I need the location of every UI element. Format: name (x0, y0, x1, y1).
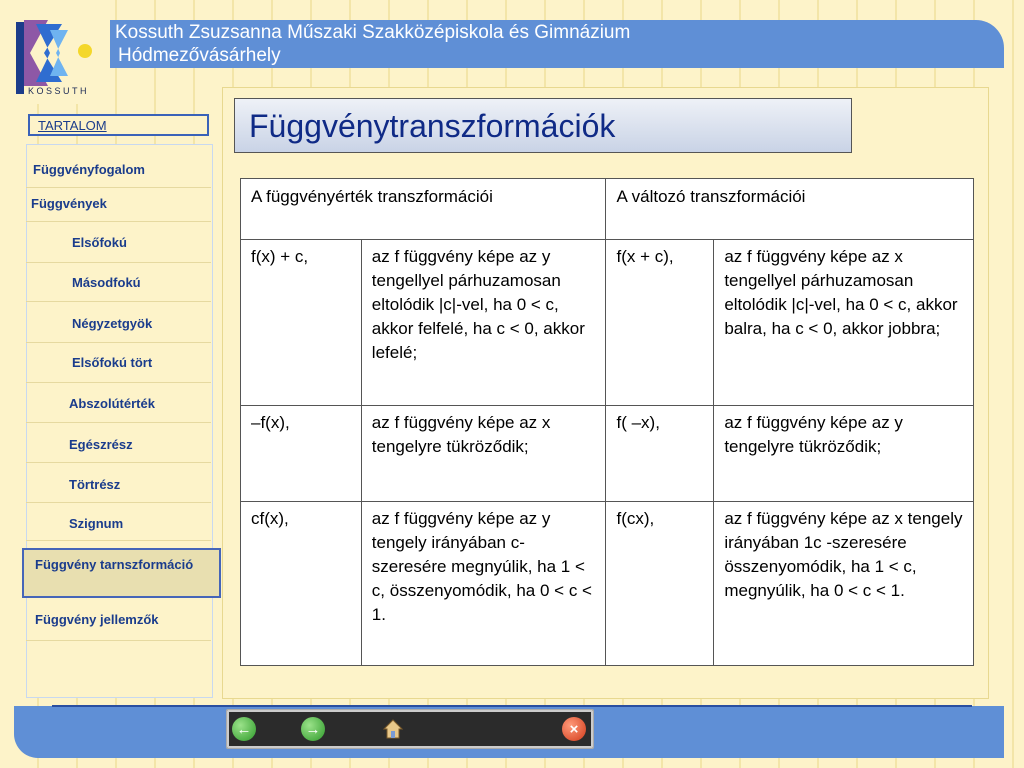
sidebar-item-transzformacio[interactable] (22, 548, 221, 598)
tartalom-label: TARTALOM (38, 118, 107, 133)
back-arrow-icon[interactable]: ← (232, 717, 256, 741)
page-title: Függvénytranszformációk (249, 108, 616, 144)
sidebar-item-szignum[interactable]: Szignum (69, 516, 124, 531)
logo (0, 0, 110, 104)
footer-divider (52, 705, 972, 707)
sidebar-item-negyzetgyok[interactable]: Négyzetgyök (72, 316, 153, 331)
table-cell-desc: az f függvény képe az x tengely irányában 1c -szeresére összenyomódik, ha 1 < c, megnyúlik, ha 0 < c < 1. (714, 502, 974, 666)
close-icon[interactable]: × (562, 717, 586, 741)
table-header: A függvényérték transzformációi (241, 179, 606, 240)
sidebar-item-fuggvenyek[interactable]: Függvények (31, 196, 107, 211)
page-title-box (234, 98, 852, 153)
sidebar-item-label: Függvény tarnszformáció (35, 557, 194, 572)
transformations-table (240, 178, 974, 666)
sidebar-item-fuggvenyfogalom[interactable]: Függvényfogalom (33, 162, 145, 177)
home-icon[interactable] (381, 717, 405, 741)
table-cell-expr: –f(x), (241, 406, 362, 502)
table-cell-expr: f(cx), (606, 502, 714, 666)
sidebar-item-tortresz[interactable]: Törtrész (69, 477, 121, 492)
table-cell-desc: az f függvény képe az x tengellyel párhuzamosan eltolódik |c|-vel, ha 0 < c, akkor balra, ha c < 0, akkor jobbra; (714, 240, 974, 406)
table-row (241, 240, 974, 406)
table-cell-desc: az f függvény képe az y tengellyel párhuzamosan eltolódik |c|-vel, ha 0 < c, akkor felfelé, ha c < 0, akkor lefelé; (361, 240, 606, 406)
table-header-row (241, 179, 974, 240)
table-cell-expr: f(x + c), (606, 240, 714, 406)
table-header: A változó transzformációi (606, 179, 974, 240)
sidebar-item-jellemzok[interactable]: Függvény jellemzők (35, 612, 159, 627)
navigation-toolbar (226, 709, 594, 749)
sidebar-item-elsofoku-tort[interactable]: Elsőfokú tört (72, 355, 153, 370)
table-cell-desc: az f függvény képe az x tengelyre tükröződik; (361, 406, 606, 502)
logo-chevron-icon (22, 18, 70, 88)
logo-text: KOSSUTH (28, 86, 90, 96)
table-cell-expr: f( –x), (606, 406, 714, 502)
forward-arrow-icon[interactable]: → (301, 717, 325, 741)
table-cell-expr: cf(x), (241, 502, 362, 666)
sidebar-item-egeszresz[interactable]: Egészrész (69, 437, 133, 452)
sidebar-item-abszoluterték[interactable]: Abszolútérték (69, 396, 155, 411)
school-name: Kossuth Zsuzsanna Műszaki Szakközépiskola és Gimnázium (115, 22, 631, 43)
school-city: Hódmezővásárhely (118, 45, 281, 66)
table-cell-expr: f(x) + c, (241, 240, 362, 406)
table-cell-desc: az f függvény képe az y tengely irányában c-szeresére megnyúlik, ha 1 < c, összenyomódik, ha 0 < c < 1. (361, 502, 606, 666)
table-row (241, 406, 974, 502)
sidebar-item-masodfoku[interactable]: Másodfokú (72, 275, 141, 290)
table-row (241, 502, 974, 666)
table-cell-desc: az f függvény képe az y tengelyre tükröződik; (714, 406, 974, 502)
sidebar-item-elsofoku[interactable]: Elsőfokú (72, 235, 127, 250)
tartalom-link[interactable] (28, 114, 209, 136)
